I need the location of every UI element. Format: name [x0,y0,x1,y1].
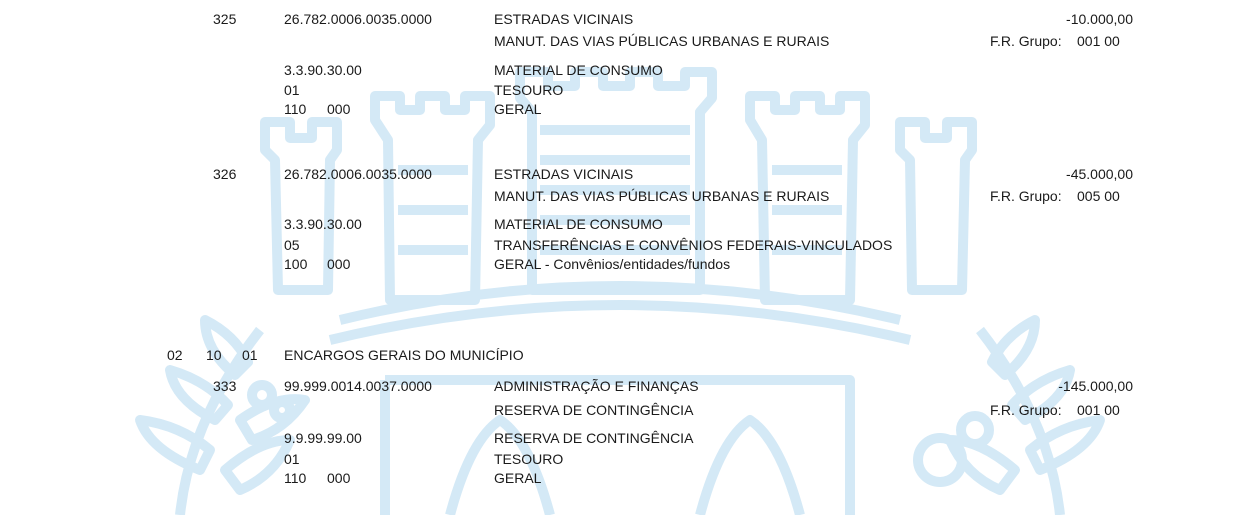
section-code-a: 02 [167,347,183,363]
action-name: MANUT. DAS VIAS PÚBLICAS URBANAS E RURAIS [494,33,830,49]
entry-amount: -45.000,00 [1066,166,1133,182]
detail-code-a: 100 [284,256,308,272]
element-code: 9.9.99.99.00 [284,430,362,446]
source-name: TRANSFERÊNCIAS E CONVÊNIOS FEDERAIS-VINCULADOS [494,237,893,253]
detail-code-b: 000 [327,256,351,272]
section-name: ENCARGOS GERAIS DO MUNICÍPIO [284,347,524,363]
element-code: 3.3.90.30.00 [284,62,362,78]
fr-group-value: 005 00 [1077,188,1120,204]
element-name: MATERIAL DE CONSUMO [494,62,663,78]
entry-number: 326 [213,166,237,182]
detail-name: GERAL [494,101,542,117]
detail-name: GERAL - Convênios/entidades/fundos [494,256,731,272]
program-name: ESTRADAS VICINAIS [494,166,634,182]
section-code-b: 10 [206,347,222,363]
element-name: MATERIAL DE CONSUMO [494,216,663,232]
detail-code-a: 110 [284,470,307,486]
element-code: 3.3.90.30.00 [284,216,362,232]
program-name: ADMINISTRAÇÃO E FINANÇAS [494,378,699,394]
detail-code-a: 110 [284,101,307,117]
entry-amount: -10.000,00 [1066,11,1133,27]
fr-group-value: 001 00 [1077,402,1120,418]
source-name: TESOURO [494,451,564,467]
section-code-c: 01 [242,347,258,363]
entry-amount: -145.000,00 [1058,378,1133,394]
entry-number: 325 [213,11,237,27]
fr-group-value: 001 00 [1077,33,1120,49]
detail-name: GERAL [494,470,542,486]
fr-group-label: F.R. Grupo: [990,402,1062,418]
action-name: MANUT. DAS VIAS PÚBLICAS URBANAS E RURAIS [494,188,830,204]
detail-code-b: 000 [327,470,351,486]
entry-number: 333 [213,378,237,394]
program-name: ESTRADAS VICINAIS [494,11,634,27]
source-code: 01 [284,82,300,98]
program-code: 99.999.0014.0037.0000 [284,378,432,394]
source-name: TESOURO [494,82,564,98]
element-name: RESERVA DE CONTINGÊNCIA [494,430,694,446]
fr-group-label: F.R. Grupo: [990,33,1062,49]
fr-group-label: F.R. Grupo: [990,188,1062,204]
source-code: 01 [284,451,300,467]
source-code: 05 [284,237,300,253]
action-name: RESERVA DE CONTINGÊNCIA [494,402,694,418]
detail-code-b: 000 [327,101,351,117]
program-code: 26.782.0006.0035.0000 [284,166,432,182]
program-code: 26.782.0006.0035.0000 [284,11,432,27]
